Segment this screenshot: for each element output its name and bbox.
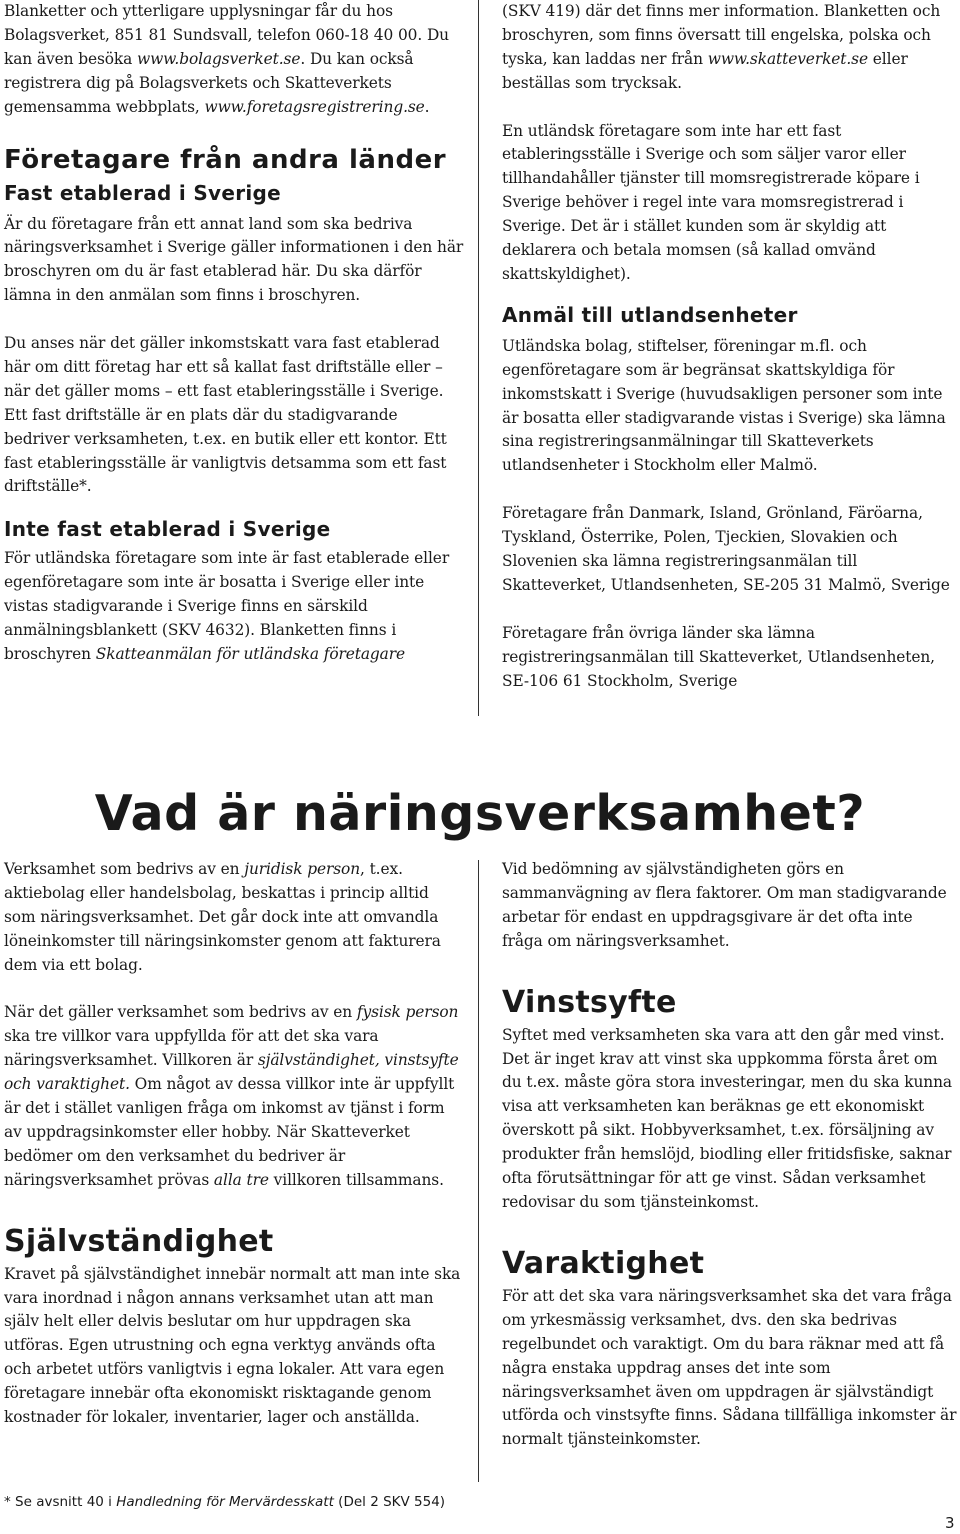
bottom-right-column [502, 858, 958, 1452]
skatteverket-link: www.skatteverket.se [707, 49, 868, 68]
paragraph-malmo: Företagare från Danmark, Island, Grönland, Färöarna, Tyskland, Österrike, Polen, Tjeckien, Slovakien och Slovenien ska lämna registreringsanmälan till Skatteverket, Utlandsenheten, SE-205 31 Malmö, Sverige [502, 504, 950, 594]
top-right-column [502, 0, 958, 693]
top-left-column [4, 0, 464, 667]
paragraph-assessment: Vid bedömning av självständigheten görs en sammanvägning av flera faktorer. Om man stadigvarande arbetar för endast en uppdragsgivare är det ofta inte fråga om näringsverksamhet. [502, 860, 947, 950]
paragraph-foreign-companies: Utländska bolag, stiftelser, föreningar m.fl. och egenföretagare som är begränsat skattskyldiga för inkomstskatt i Sverige (huvudsakligen personer som inte är bosatta eller stadigvarande vistas i Sverige) ska lämna sina registreringsanmälningar till Skatteverkets utlandsenheter i Stockholm eller Malmö. [502, 336, 946, 475]
heading-profit-motive: Vinstsyfte [502, 984, 677, 1020]
bottom-left-column [4, 858, 464, 1430]
heading-foreign-businesses: Företagare från andra länder [4, 144, 447, 175]
footnote: * Se avsnitt 40 i Handledning för Mervärdesskatt (Del 2 SKV 554) [4, 1494, 446, 1510]
main-title-block [0, 784, 960, 844]
heading-permanence: Varaktighet [502, 1245, 705, 1281]
subheading-not-established: Inte fast etablerad i Sverige [4, 517, 331, 542]
column-divider-bottom [478, 860, 479, 1482]
paragraph-legal-person: Verksamhet som bedrivs av en juridisk person, t.ex. aktiebolag eller handelsbolag, beskattas i princip alltid som näringsverksamhet. Det går dock inte att omvandla löneinkomster till näringsinkomster genom att fakturera dem via ett bolag. [4, 860, 441, 974]
main-title: Vad är näringsverksamhet? [94, 785, 866, 842]
bolagsverket-link: www.bolagsverket.se [137, 49, 301, 68]
paragraph-not-established: För utländska företagare som inte är fast etablerade eller egenföretagare som inte är bosatta i Sverige eller inte vistas stadigvarande i Sverige finns en särskild anmälningsblankett (SKV 4632). Blanketten finns i broschyren Skatteanmälan för utländska företagare [4, 549, 450, 664]
paragraph-established: Är du företagare från ett annat land som ska bedriva näringsverksamhet i Sverige gäller informationen i den här broschyren om du är fast etablerad här. Du ska därför lämna in den anmälan som finns i broschyren. [4, 214, 464, 305]
subheading-established: Fast etablerad i Sverige [4, 180, 282, 205]
paragraph-profit-motive: Syftet med verksamheten ska vara att den går med vinst. Det är inget krav att vinst ska uppkomma första året om du t.ex. måste göra stora investeringar, men du ska kunna visa att verksamheten kan beräknas ge ett ekonomiskt överskott på sikt. Hobbyverksamhet, t.ex. försäljning av produkter från hemslöjd, biodling eller fritidsfiske, saknar ofta förutsättningar för att ge vinst. Sådan verksamhet redovisar du som tjänsteinkomst. [502, 1025, 952, 1211]
paragraph-permanent-establishment: Du anses när det gäller inkomstskatt vara fast etablerad här om ditt företag har ett så kallat fast driftställe eller – när det gäller moms – ett fast etableringsställe i Sverige. Ett fast driftställe är en plats där du stadigvarande bedriver verksamheten, t.ex. en butik eller ett kontor. Ett fast etableringsställe är vanligtvis detsamma som ett fast driftställe*. [4, 334, 447, 496]
heading-independence: Självständighet [4, 1223, 274, 1259]
paragraph-natural-person: När det gäller verksamhet som bedrivs av en fysisk person ska tre villkor vara uppfyllda för att det ska vara näringsverksamhet. Villkoren är självständighet, vinstsyfte och varaktighet. Om något av dessa villkor inte är uppfyllt är det i stället vanligen fråga om inkomst av tjänst i form av uppdragsinkomster eller hobby. När Skatteverket bedömer om den verksamhet du bedriver är näringsverksamhet prövas alla tre villkoren tillsammans. [4, 1003, 459, 1189]
paragraph-skv419: (SKV 419) där det finns mer information. Blanketten och broschyren, som finns översatt till engelska, polska och tyska, kan laddas ner från www.skatteverket.se eller beställas som trycksak. [502, 2, 941, 92]
column-divider-top [478, 0, 479, 716]
paragraph-permanence: För att det ska vara näringsverksamhet ska det vara fråga om yrkesmässig verksamhet, dvs. den ska bedrivas regelbundet och varaktigt. Om du bara räknar med att få några enstaka uppdrag anses det inte som näringsverksamhet även om uppdragen är självständigt utförda och vinstsyfte finns. Sådana tillfälliga inkomster är normalt tjänsteinkomster. [502, 1286, 957, 1449]
heading-report-foreign-units: Anmäl till utlandsenheter [502, 302, 798, 327]
paragraph-reverse-charge: En utländsk företagare som inte har ett fast etableringsställe i Sverige och som säljer varor eller tillhandahåller tjänster till momsregistrerade köpare i Sverige behöver i regel inte vara momsregistrerad i Sverige. Det är i stället kunden som är skyldig att deklarera och betala momsen (så kallad omvänd skattskyldighet). [502, 121, 920, 283]
paragraph-stockholm: Företagare från övriga länder ska lämna registreringsanmälan till Skatteverket, Utlandsenheten, SE-106 61 Stockholm, Sverige [502, 623, 935, 690]
foretagsregistrering-link: www.foretagsregistrering.se [204, 97, 425, 116]
paragraph-independence: Kravet på självständighet innebär normalt att man inte ska vara inordnad i någon annans verksamhet utan att man själv helt eller delvis beslutar om hur uppdragen ska utföras. Egen utrustning och egna verktyg används ofta och arbetet utförs vanligtvis i egna lokaler. Att vara egen företagare innebär ofta ekonomiskt risktagande genom kostnader för lokaler, inventarier, lager och anställda. [4, 1264, 461, 1427]
intro-paragraph: Blanketter och ytterligare upplysningar får du hos Bolagsverket, 851 81 Sundsvall, telefon 060-18 40 00. Du kan även besöka www.bolagsverket.se. Du kan också registrera dig på Bolagsverkets och Skatteverkets gemensamma webbplats, www.foretagsregistrering.se. [4, 2, 449, 116]
page-number: 3 [945, 1514, 955, 1532]
